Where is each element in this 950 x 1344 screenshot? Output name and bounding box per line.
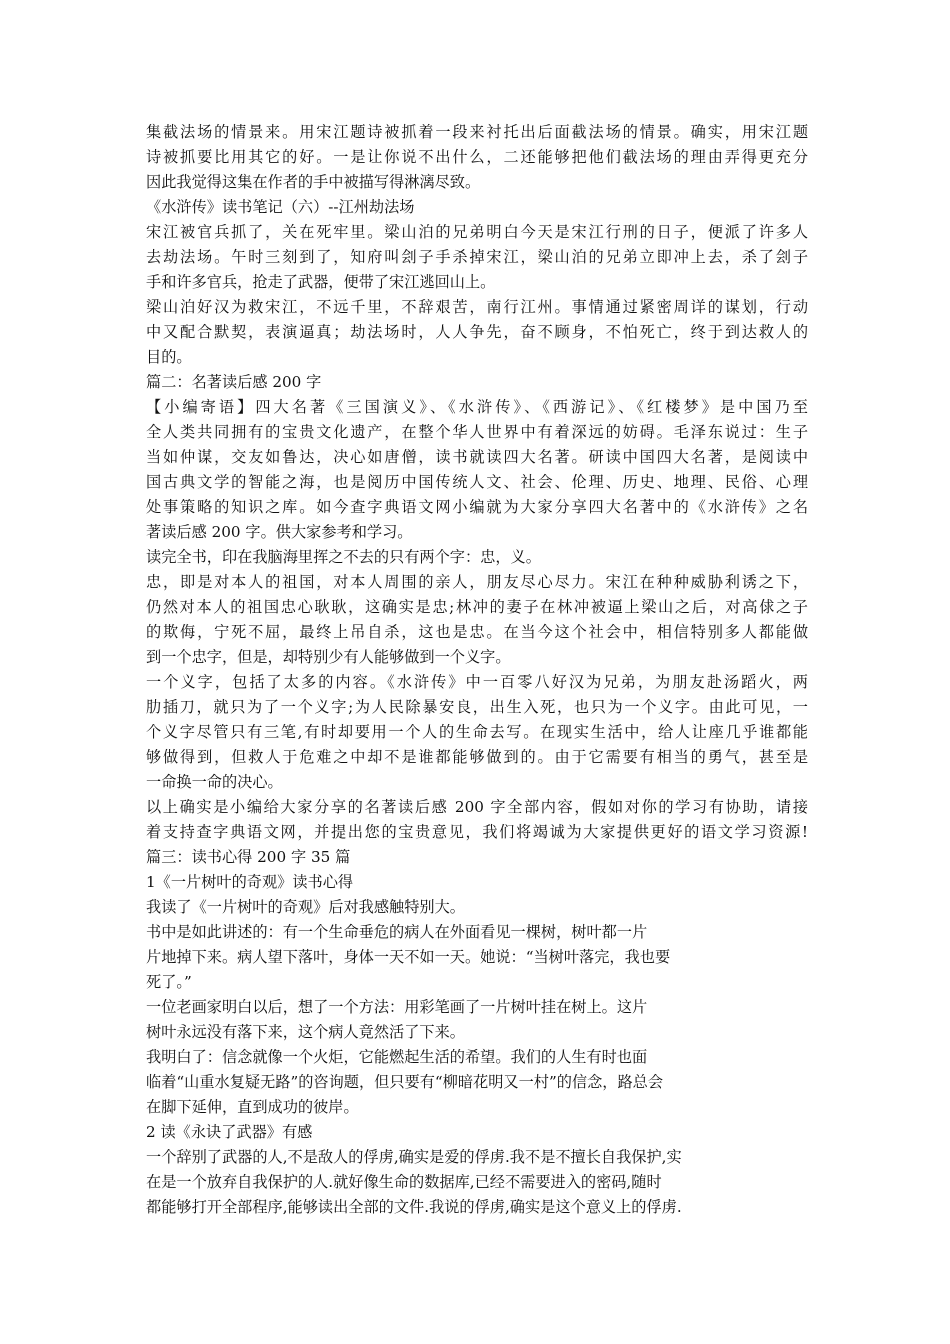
text-line: 因此我觉得这集在作者的手中被描写得淋漓尽致。 — [146, 173, 481, 191]
text-line: 2 读《永诀了武器》有感 — [146, 1123, 313, 1141]
text-line: 忠，即是对本人的祖国，对本人周围的亲人，朋友尽心尽力。宋江在种种威胁利诱之下， — [146, 573, 808, 591]
text-line: 梁山泊好汉为救宋江，不远千里，不辞艰苦，南行江州。事情通过紧密周详的谋划，行动 — [146, 298, 808, 316]
text-line: 目的。 — [146, 348, 192, 366]
text-line: 一个辞别了武器的人,不是敌人的俘虏,确实是爱的俘虏.我不是不擅长自我保护,实 — [146, 1148, 682, 1166]
text-line: 集截法场的情景来。用宋江题诗被抓着一段来衬托出后面截法场的情景。确实，用宋江题 — [146, 123, 808, 141]
text-line: 手和许多官兵，抢走了武器，便带了宋江逃回山上。 — [146, 273, 496, 291]
text-line: 著读后感 200 字。供大家参考和学习。 — [146, 523, 413, 541]
text-line: 的欺侮，宁死不屈，最终上吊自杀，这也是忠。在当今这个社会中，相信特别多人都能做 — [146, 623, 808, 641]
text-line: 1《一片树叶的奇观》读书心得 — [146, 873, 354, 891]
text-line: 篇二：名著读后感 200 字 — [146, 373, 322, 391]
document-page — [146, 120, 808, 1220]
text-line: 宋江被官兵抓了，关在死牢里。梁山泊的兄弟明白今天是宋江行刑的日子，便派了许多人 — [146, 223, 808, 241]
text-line: 我明白了：信念就像一个火炬，它能燃起生活的希望。我们的人生有时也面 — [146, 1048, 648, 1066]
text-line: 死了。” — [146, 973, 192, 991]
text-line: 处事策略的知识之库。如今查字典语文网小编就为大家分享四大名著中的《水浒传》之名 — [146, 498, 808, 516]
text-line: 以上确实是小编给大家分享的名著读后感 200 字全部内容，假如对你的学习有协助，请接 — [146, 798, 808, 816]
text-line: 《水浒传》读书笔记（六）--江州劫法场 — [146, 198, 415, 216]
text-line: 临着“山重水复疑无路”的咨询题，但只要有“柳暗花明又一村”的信念，路总会 — [146, 1073, 664, 1091]
text-line: 在是一个放弃自我保护的人.就好像生命的数据库,已经不需要进入的密码,随时 — [146, 1173, 662, 1191]
text-line: 当如仲谋，交友如鲁达，决心如唐僧，读书就读四大名著。研读中国四大名著，是阅读中 — [146, 448, 808, 466]
text-line: 都能够打开全部程序,能够读出全部的文件.我说的俘虏,确实是这个意义上的俘虏. — [146, 1198, 682, 1216]
text-line: 诗被抓要比用其它的好。一是让你说不出什么，二还能够把他们截法场的理由弄得更充分 — [146, 148, 808, 166]
text-line: 国古典文学的智能之海，也是阅历中国传统人文、社会、伦理、历史、地理、民俗、心理 — [146, 473, 808, 491]
text-line: 【小编寄语】四大名著《三国演义》、《水浒传》、《西游记》、《红楼梦》是中国乃至 — [146, 398, 808, 416]
text-line: 篇三：读书心得 200 字 35 篇 — [146, 848, 351, 866]
text-line: 片地掉下来。病人望下落叶，身体一天不如一天。她说：“当树叶落完，我也要 — [146, 948, 671, 966]
text-line: 去劫法场。午时三刻到了，知府叫刽子手杀掉宋江，梁山泊的兄弟立即冲上去，杀了刽子 — [146, 248, 808, 266]
text-line: 肋插刀，就只为了一个义字;为人民除暴安良，出生入死，也只为一个义字。由此可见，一 — [146, 698, 808, 716]
text-line: 个义字尽管只有三笔,有时却要用一个人的生命去写。在现实生活中，给人让座几乎谁都能 — [146, 723, 808, 741]
text-line: 在脚下延伸，直到成功的彼岸。 — [146, 1098, 359, 1116]
text-line: 书中是如此讲述的：有一个生命垂危的病人在外面看见一棵树，树叶都一片 — [146, 923, 648, 941]
text-line: 读完全书，印在我脑海里挥之不去的只有两个字：忠，义。 — [146, 548, 541, 566]
text-line: 够做得到，但救人于危难之中却不是谁都能够做到的。由于它需要有相当的勇气，甚至是 — [146, 748, 808, 766]
text-line: 一个义字，包括了太多的内容。《水浒传》中一百零八好汉为兄弟，为朋友赴汤蹈火，两 — [146, 673, 808, 691]
text-line: 仍然对本人的祖国忠心耿耿，这确实是忠;林冲的妻子在林冲被逼上梁山之后，对高俅之子 — [146, 598, 808, 616]
text-line: 到一个忠字，但是，却特别少有人能够做到一个义字。 — [146, 648, 511, 666]
text-line: 一位老画家明白以后，想了一个方法：用彩笔画了一片树叶挂在树上。这片 — [146, 998, 648, 1016]
text-line: 树叶永远没有落下来，这个病人竟然活了下来。 — [146, 1023, 465, 1041]
text-line: 着支持查字典语文网，并提出您的宝贵意见，我们将竭诚为大家提供更好的语文学习资源! — [146, 823, 808, 841]
text-line: 中又配合默契，表演逼真；劫法场时，人人争先，奋不顾身，不怕死亡，终于到达救人的 — [146, 323, 808, 341]
text-line: 一命换一命的决心。 — [146, 773, 283, 791]
text-line: 全人类共同拥有的宝贵文化遗产，在整个华人世界中有着深远的妨碍。毛泽东说过：生子 — [146, 423, 808, 441]
text-line: 我读了《一片树叶的奇观》后对我感触特别大。 — [146, 898, 465, 916]
